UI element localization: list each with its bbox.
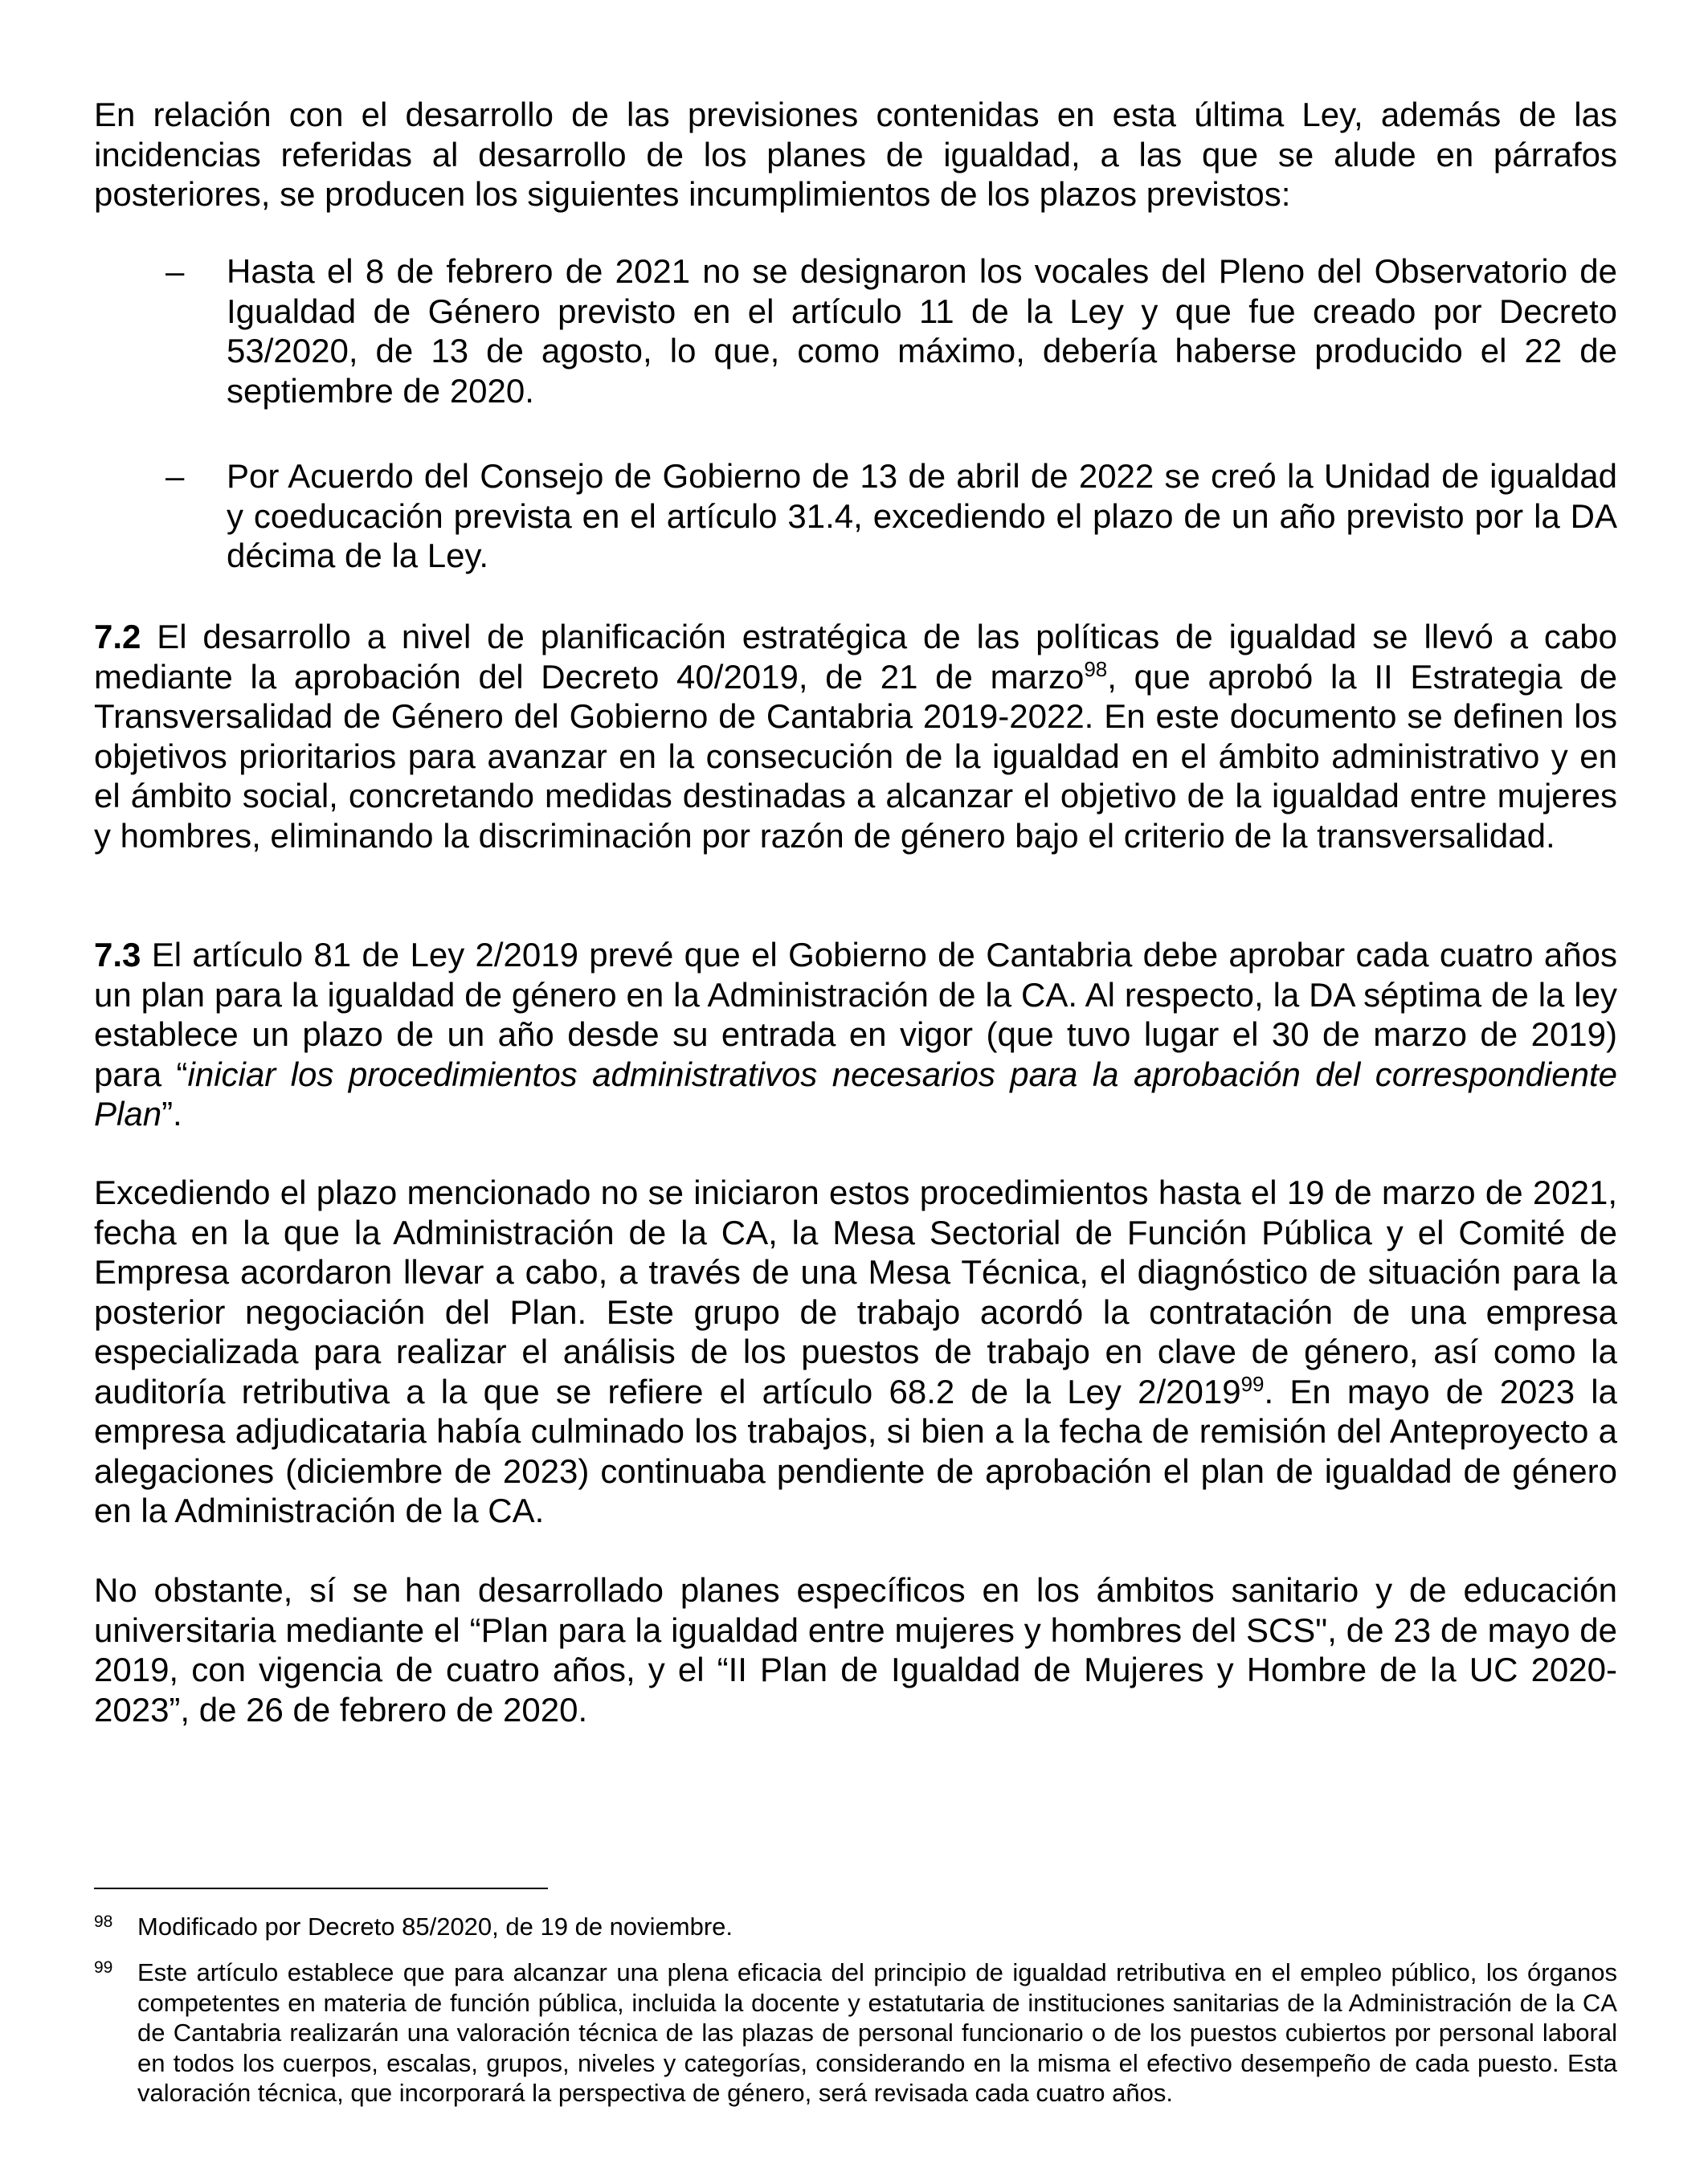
paragraph-text: . En mayo de 2023 la empresa adjudicataria había culminado los trabajos, si bien a la fecha de remisión del Anteproyecto a alegaciones (diciembre de 2023) continuaba pendiente de aprobación el plan de igualdad de género en la Administración de la CA.: [94, 1372, 1618, 1529]
quoted-text: iniciar los procedimientos administrativos necesarios para la aprobación del correspondiente Plan: [94, 1055, 1618, 1133]
paragraph-text: El desarrollo a nivel de planificación estratégica de las políticas de igualdad se llevó a cabo mediante la aprobación del Decreto 40/2019, de 21 de marzo: [94, 618, 1617, 696]
paragraph-text: ”.: [161, 1095, 182, 1133]
paragraph-text: Excediendo el plazo mencionado no se iniciaron estos procedimientos hasta el 19 de marzo de 2021, fecha en la que la Administración de la CA, la Mesa Sectorial de Función Pública y el Comité de Empresa acordaron llevar a cabo, a través de una Mesa Técnica, el diagnóstico de situación para la posterior negociación del Plan. Este grupo de trabajo acordó la contratación de una empresa especializada para realizar el análisis de los puestos de trabajo en clave de género, así como la auditoría retributiva a la que se refiere el artículo 68.2 de la Ley 2/2019: [94, 1174, 1617, 1410]
specific-plans-paragraph: No obstante, sí se han desarrollado planes específicos en los ámbitos sanitario y de educación universitaria mediante el “Plan para la igualdad entre mujeres y hombres del SCS", de 23 de mayo de 2019, con vigencia de cuatro años, y el “II Plan de Igualdad de Mujeres y Hombre de la UC 2020-2023”, de 26 de febrero de 2020.: [94, 1571, 1617, 1729]
footnote-99: [94, 1957, 1617, 2108]
footnote-ref-98[interactable]: 98: [1084, 656, 1108, 681]
footnote-text: Este artículo establece que para alcanzar una plena eficacia del principio de igualdad retributiva en el empleo público, los órganos competentes en materia de función pública, incluida la docente y estatutaria de instituciones sanitarias de la Administración de la CA de Cantabria realizarán una valoración técnica de las plazas de personal funcionario o de los puestos cubiertos por personal laboral en todos los cuerpos, escalas, grupos, niveles y categorías, considerando en la misma el efectivo desempeño de cada puesto. Esta valoración técnica, que incorporará la perspectiva de género, será revisada cada cuatro años.: [137, 1958, 1617, 2107]
footnote-text: Modificado por Decreto 85/2020, de 19 de noviembre.: [137, 1913, 733, 1941]
section-7-3-paragraph: [94, 935, 1617, 1134]
footnote-separator: [94, 1888, 548, 1889]
dash-bullet-icon: –: [165, 252, 185, 290]
section-number: 7.3: [94, 936, 141, 974]
dash-bullet-icon: –: [165, 457, 185, 495]
intro-paragraph: En relación con el desarrollo de las previsiones contenidas en esta última Ley, además de las incidencias referidas al desarrollo de los planes de igualdad, a las que se alude en párrafos posteriores, se producen los siguientes incumplimientos de los plazos previstos:: [94, 96, 1617, 213]
list-item-text: Hasta el 8 de febrero de 2021 no se designaron los vocales del Pleno del Observatorio de Igualdad de Género previsto en el artículo 11 de la Ley y que fue creado por Decreto 53/2020, de 13 de agosto, lo que, como máximo, debería haberse producido el 22 de septiembre de 2020.: [227, 252, 1617, 410]
section-number: 7.2: [94, 618, 141, 655]
footnote-number: 99: [94, 1958, 113, 1977]
footnote-number: 98: [94, 1913, 113, 1931]
footnote-98: [94, 1912, 1617, 1942]
list-item: [165, 456, 1617, 576]
list-item: [165, 251, 1617, 410]
paragraph-text: El artículo 81 de Ley 2/2019 prevé que el Gobierno de Cantabria debe aprobar cada cuatro años un plan para la igualdad de género en la Administración de la CA. Al respecto, la DA séptima de la ley establece un plazo de un año desde su entrada en vigor (que tuvo lugar el 30 de marzo de 2019) para “: [94, 936, 1617, 1093]
section-7-2-paragraph: [94, 617, 1617, 855]
footnote-ref-99[interactable]: 99: [1240, 1371, 1265, 1396]
paragraph-text: , que aprobó la II Estrategia de Transversalidad de Género del Gobierno de Cantabria 2019-2022. En este documento se definen los objetivos prioritarios para avanzar en la consecución de la igualdad en el ámbito administrativo y en el ámbito social, concretando medidas destinadas a alcanzar el objetivo de la igualdad entre mujeres y hombres, eliminando la discriminación por razón de género bajo el criterio de la transversalidad.: [94, 657, 1617, 855]
delay-paragraph: [94, 1173, 1617, 1531]
list-item-text: Por Acuerdo del Consejo de Gobierno de 13 de abril de 2022 se creó la Unidad de igualdad y coeducación prevista en el artículo 31.4, excediendo el plazo de un año previsto por la DA décima de la Ley.: [227, 457, 1617, 574]
